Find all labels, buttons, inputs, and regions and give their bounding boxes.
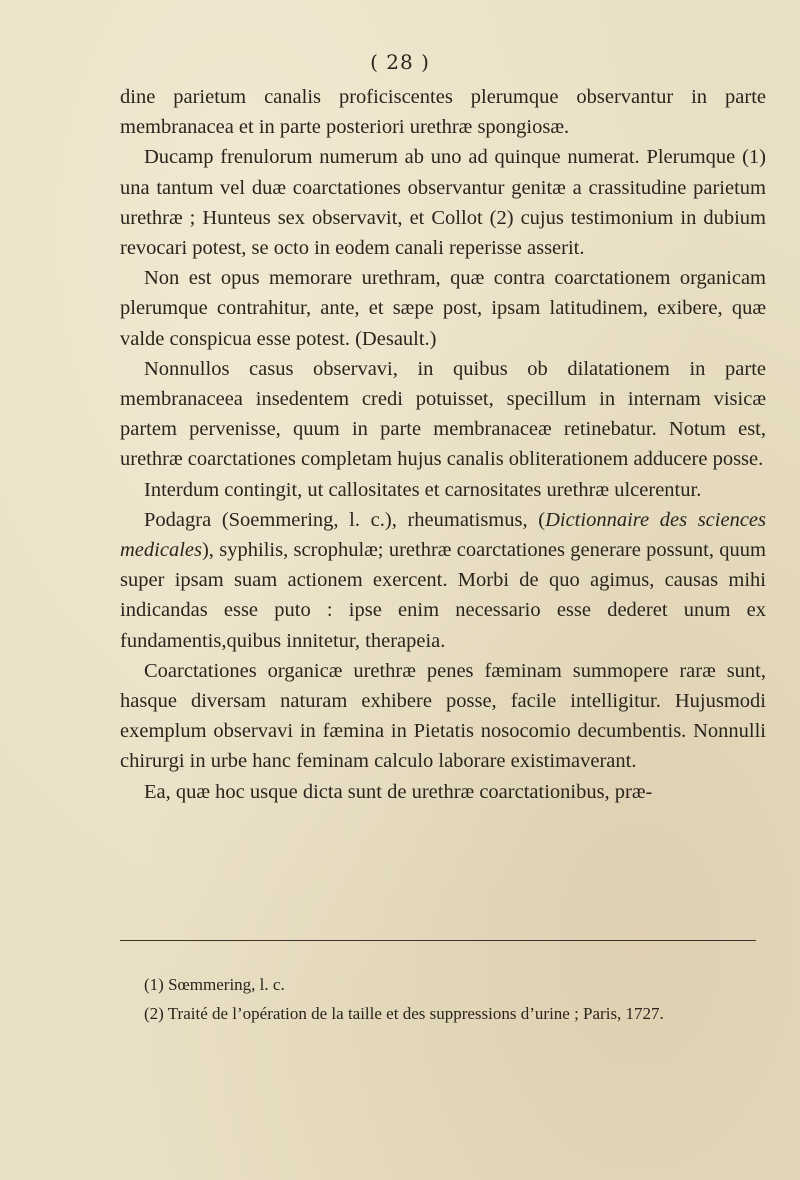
paragraph: Ea, quæ hoc usque dicta sunt de urethræ coarctationibus, præ- [144,780,653,803]
paragraph: Ducamp frenulorum numerum ab uno ad quinque numerat. Plerumque (1) una tantum vel duæ coarctationes observantur genitæ a crassitudine parietum urethræ ; Hunteus sex observavit, et Collot (2) cujus testimonium in dubium revocari potest, se octo in eodem canali reperisse asserit. [120,146,766,260]
paragraph: Nonnullos casus observavi, in quibus ob dilatationem in parte membranaceea insedentem credi potuisset, specillum in internam visicæ partem pervenisse, quum in parte membranaceæ retinebatur. Notum est, urethræ coarctationes completam hujus canalis obliterationem adducere posse. [120,357,766,471]
paragraph-text: ), syphilis, scrophulæ; urethræ coarctationes generare possunt, quum super ipsam suam actionem exercent. Morbi de quo agimus, causas mihi indicandas esse puto : ipse enim necessario esse dederet unum ex fundamentis,quibus innitetur, therapeia. [120,539,766,652]
footnote-divider [120,940,756,941]
footnote: (1) Sœmmering, l. c. [144,975,285,994]
paragraph: dine parietum canalis proficiscentes plerumque observantur in parte membranacea et in parte posteriori urethræ spongiosæ. [120,86,766,139]
page-number: ( 28 ) [370,50,430,74]
footnotes [120,970,770,1028]
italic-citation: Dictionnaire des sciences medicales [120,508,766,562]
main-text [120,82,766,807]
paragraph-text: Podagra (Soemmering, l. c.), rheumatismus, ( [144,508,546,531]
footnote: (2) Traité de l’opération de la taille et des suppressions d’urine ; Paris, 1727. [144,1004,664,1023]
paragraph: Non est opus memorare urethram, quæ contra coarctationem organicam plerumque contrahitur, ante, et sæpe post, ipsam latitudinem, exibere, quæ valde conspicua esse potest. (Desault.) [120,267,766,350]
paragraph: Interdum contingit, ut callositates et carnositates urethræ ulcerentur. [144,478,702,501]
paragraph [120,505,766,656]
paragraph: Coarctationes organicæ urethræ penes fæminam summopere raræ sunt, hasque diversam naturam exhibere posse, facile intelligitur. Hujusmodi exemplum observavi in fæmina in Pietatis nosocomio decumbentis. Nonnulli chirurgi in urbe hanc feminam calculo laborare existimaverant. [120,659,766,773]
